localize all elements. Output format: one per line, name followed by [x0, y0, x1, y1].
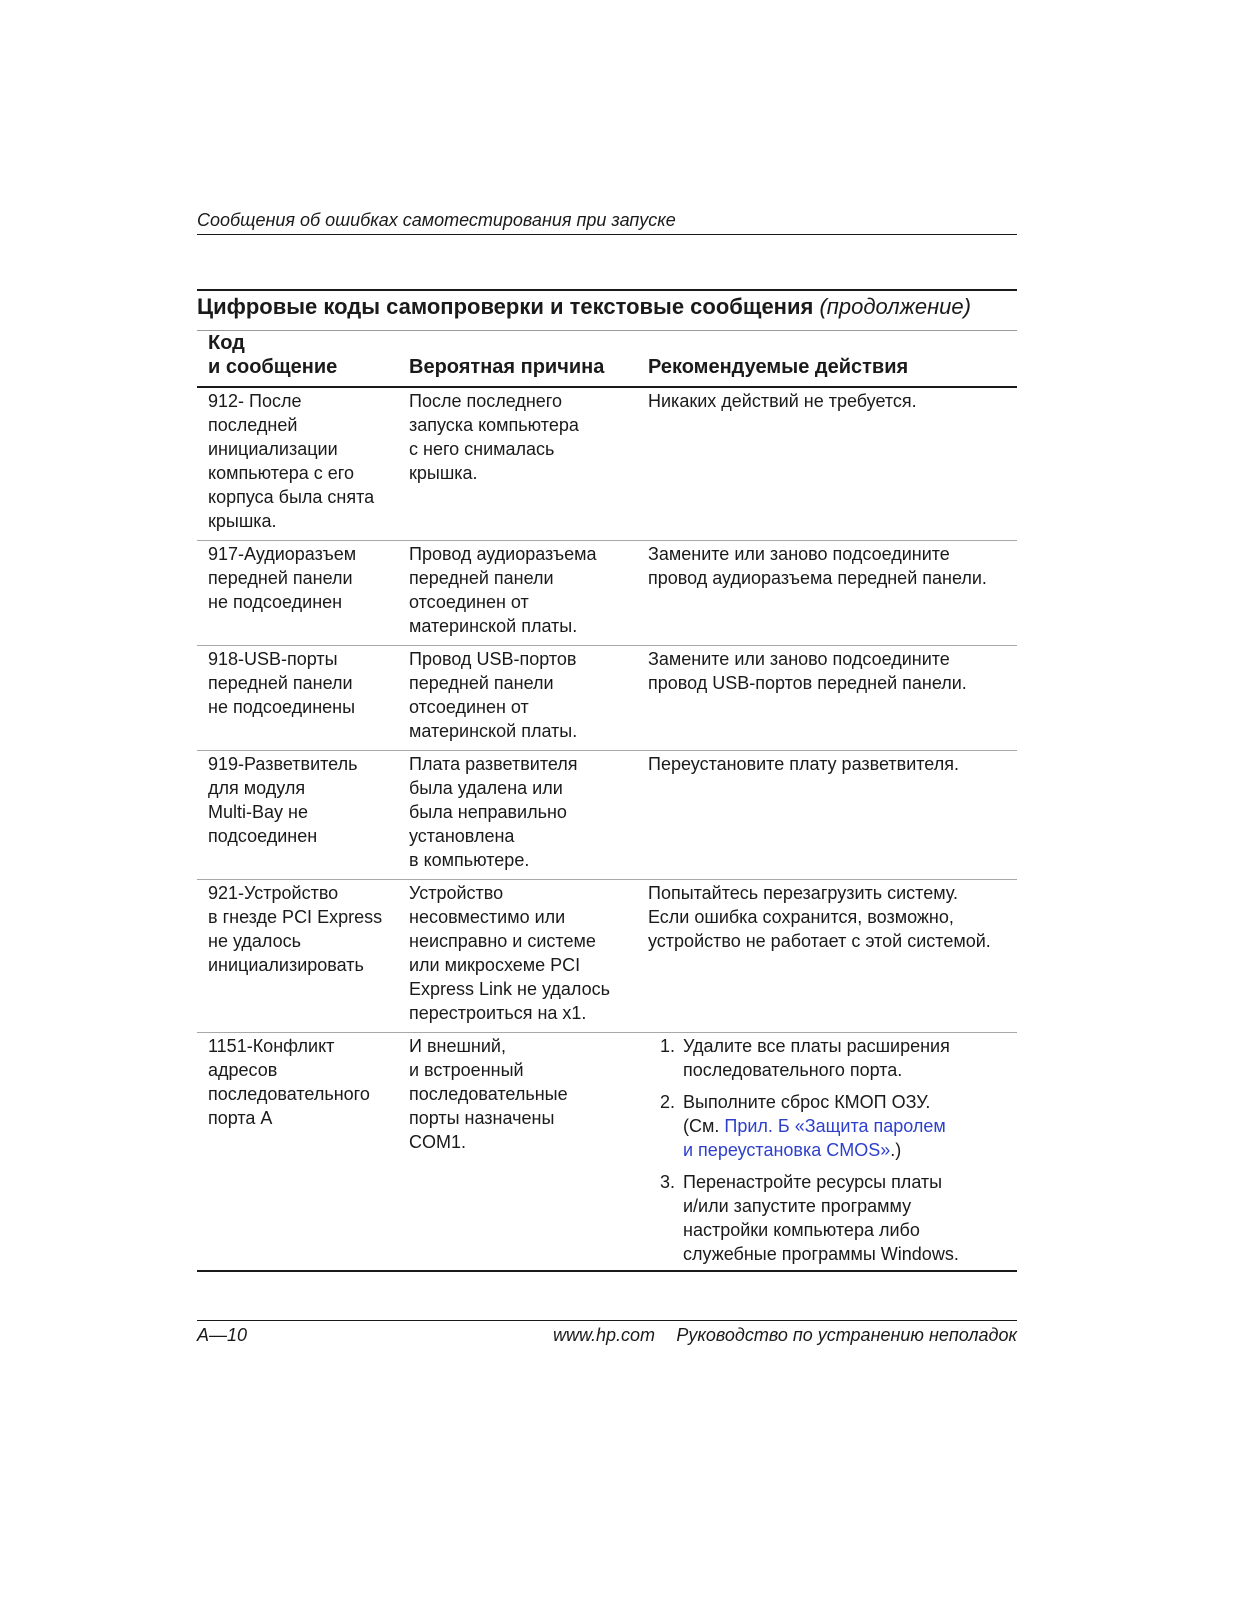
- list-item-number: 1.: [660, 1036, 676, 1056]
- cause-line: последовательные: [409, 1084, 568, 1104]
- cause-line: и встроенный: [409, 1060, 524, 1080]
- cause-line: Express Link не удалось: [409, 979, 611, 999]
- cause-cell: [409, 542, 648, 638]
- code-line: для модуля: [208, 778, 306, 798]
- code-line: корпуса была снята: [208, 487, 375, 507]
- error-codes-table: [197, 289, 1017, 1272]
- cause-line: материнской платы.: [409, 616, 578, 636]
- code-line: порта A: [208, 1108, 273, 1128]
- cause-cell: [409, 1034, 648, 1266]
- cause-line: передней панели: [409, 568, 554, 588]
- action-line: Перенастройте ресурсы платы: [683, 1172, 943, 1192]
- cause-line: перестроиться на x1.: [409, 1003, 587, 1023]
- table-row: [197, 388, 1017, 541]
- action-line: Попытайтесь перезагрузить систему.: [648, 883, 959, 903]
- action-cell: [648, 647, 1017, 743]
- action-line: Замените или заново подсоедините: [648, 544, 950, 564]
- cause-line: с него снималась: [409, 439, 555, 459]
- cause-line: крышка.: [409, 463, 478, 483]
- cause-line: установлена: [409, 826, 515, 846]
- cause-line: или микросхеме PCI: [409, 955, 581, 975]
- header-code-line: Код: [208, 332, 245, 354]
- action-line: настройки компьютера либо: [683, 1220, 920, 1240]
- cause-cell: [409, 389, 648, 533]
- code-line: инициализации: [208, 439, 338, 459]
- cause-cell: [409, 647, 648, 743]
- code-cell: [197, 752, 409, 872]
- code-line: передней панели: [208, 568, 353, 588]
- action-line: [683, 1114, 1017, 1138]
- list-item-number: 2.: [660, 1092, 676, 1112]
- code-line: 912- После: [208, 391, 302, 411]
- action-line: провод USB-портов передней панели.: [648, 673, 967, 693]
- code-line: 918-USB-порты: [208, 649, 338, 669]
- cause-line: После последнего: [409, 391, 562, 411]
- cross-reference-link[interactable]: Прил. Б «Защита паролем: [724, 1116, 946, 1136]
- action-line: и/или запустите программу: [683, 1196, 912, 1216]
- header-rule: [197, 234, 1017, 235]
- cause-line: COM1.: [409, 1132, 467, 1152]
- action-numbered-list: [648, 1034, 1017, 1266]
- code-line: инициализировать: [208, 955, 364, 975]
- code-line: Multi-Bay не: [208, 802, 308, 822]
- cause-line: в компьютере.: [409, 850, 530, 870]
- code-line: подсоединен: [208, 826, 318, 846]
- table-row: [197, 541, 1017, 646]
- header-code: [197, 331, 409, 379]
- header-code-line: и сообщение: [208, 356, 338, 378]
- action-cell: [648, 881, 1017, 1025]
- action-line: Переустановите плату разветвителя.: [648, 754, 959, 774]
- cause-line: порты назначены: [409, 1108, 555, 1128]
- code-line: 919-Разветвитель: [208, 754, 358, 774]
- code-line: компьютера с его: [208, 463, 354, 483]
- table-row: [197, 1033, 1017, 1270]
- action-line: [683, 1138, 1017, 1162]
- cause-line: была удалена или: [409, 778, 563, 798]
- cause-line: Провод аудиоразъема: [409, 544, 597, 564]
- code-line: адресов: [208, 1060, 278, 1080]
- cause-line: неисправно и системе: [409, 931, 596, 951]
- code-cell: [197, 1034, 409, 1266]
- action-cell: [648, 389, 1017, 533]
- code-cell: [197, 542, 409, 638]
- cause-line: материнской платы.: [409, 721, 578, 741]
- action-line: последовательного порта.: [683, 1060, 903, 1080]
- code-line: крышка.: [208, 511, 277, 531]
- cause-line: была неправильно: [409, 802, 567, 822]
- cross-reference-link[interactable]: и переустановка CMOS»: [683, 1140, 891, 1160]
- action-line: Выполните сброс КМОП ОЗУ.: [683, 1092, 931, 1112]
- header-cause: Вероятная причина: [409, 356, 605, 378]
- code-line: передней панели: [208, 673, 353, 693]
- cause-line: Плата разветвителя: [409, 754, 578, 774]
- cause-line: запуска компьютера: [409, 415, 579, 435]
- action-cell: [648, 752, 1017, 872]
- action-line: Никаких действий не требуется.: [648, 391, 917, 411]
- action-line: устройство не работает с этой системой.: [648, 931, 991, 951]
- code-line: в гнезде PCI Express: [208, 907, 383, 927]
- table-row: [197, 880, 1017, 1033]
- cause-line: И внешний,: [409, 1036, 506, 1056]
- footer-url: www.hp.com: [553, 1325, 656, 1345]
- header-action: Рекомендуемые действия: [648, 356, 909, 378]
- cause-line: отсоединен от: [409, 697, 529, 717]
- table-title-continued: (продолжение): [819, 294, 971, 319]
- code-line: не подсоединены: [208, 697, 356, 717]
- action-line: Удалите все платы расширения: [683, 1036, 950, 1056]
- code-line: последовательного: [208, 1084, 370, 1104]
- footer-rule: [197, 1320, 1017, 1321]
- cause-cell: [409, 881, 648, 1025]
- cause-line: несовместимо или: [409, 907, 566, 927]
- list-item: [648, 1090, 1017, 1162]
- code-line: не удалось: [208, 931, 301, 951]
- code-line: последней: [208, 415, 298, 435]
- cause-line: Провод USB-портов: [409, 649, 577, 669]
- code-line: не подсоединен: [208, 592, 343, 612]
- footer-manual-title: Руководство по устранению неполадок: [676, 1325, 1017, 1345]
- list-item: [648, 1034, 1017, 1082]
- reference-prefix: (См.: [683, 1116, 725, 1136]
- table-title: [197, 291, 1017, 331]
- code-cell: [197, 647, 409, 743]
- code-line: 921-Устройство: [208, 883, 339, 903]
- table-row: [197, 751, 1017, 880]
- code-cell: [197, 389, 409, 533]
- cause-line: передней панели: [409, 673, 554, 693]
- action-cell: [648, 542, 1017, 638]
- reference-suffix: .): [890, 1140, 902, 1160]
- cause-line: Устройство: [409, 883, 504, 903]
- action-cell: [648, 1034, 1017, 1266]
- running-header: Сообщения об ошибках самотестирования при запуске: [197, 210, 676, 230]
- action-line: служебные программы Windows.: [683, 1244, 959, 1264]
- list-item: [648, 1170, 1017, 1266]
- action-line: провод аудиоразъема передней панели.: [648, 568, 987, 588]
- code-line: 1151-Конфликт: [208, 1036, 335, 1056]
- table-header-row: [197, 331, 1017, 388]
- cause-line: отсоединен от: [409, 592, 529, 612]
- action-line: Если ошибка сохранится, возможно,: [648, 907, 954, 927]
- code-line: 917-Аудиоразъем: [208, 544, 357, 564]
- list-item-number: 3.: [660, 1172, 676, 1192]
- table-title-text: Цифровые коды самопроверки и текстовые сообщения: [197, 294, 814, 319]
- page-number: A—10: [197, 1325, 248, 1345]
- code-cell: [197, 881, 409, 1025]
- cause-cell: [409, 752, 648, 872]
- table-row: [197, 646, 1017, 751]
- action-line: Замените или заново подсоедините: [648, 649, 950, 669]
